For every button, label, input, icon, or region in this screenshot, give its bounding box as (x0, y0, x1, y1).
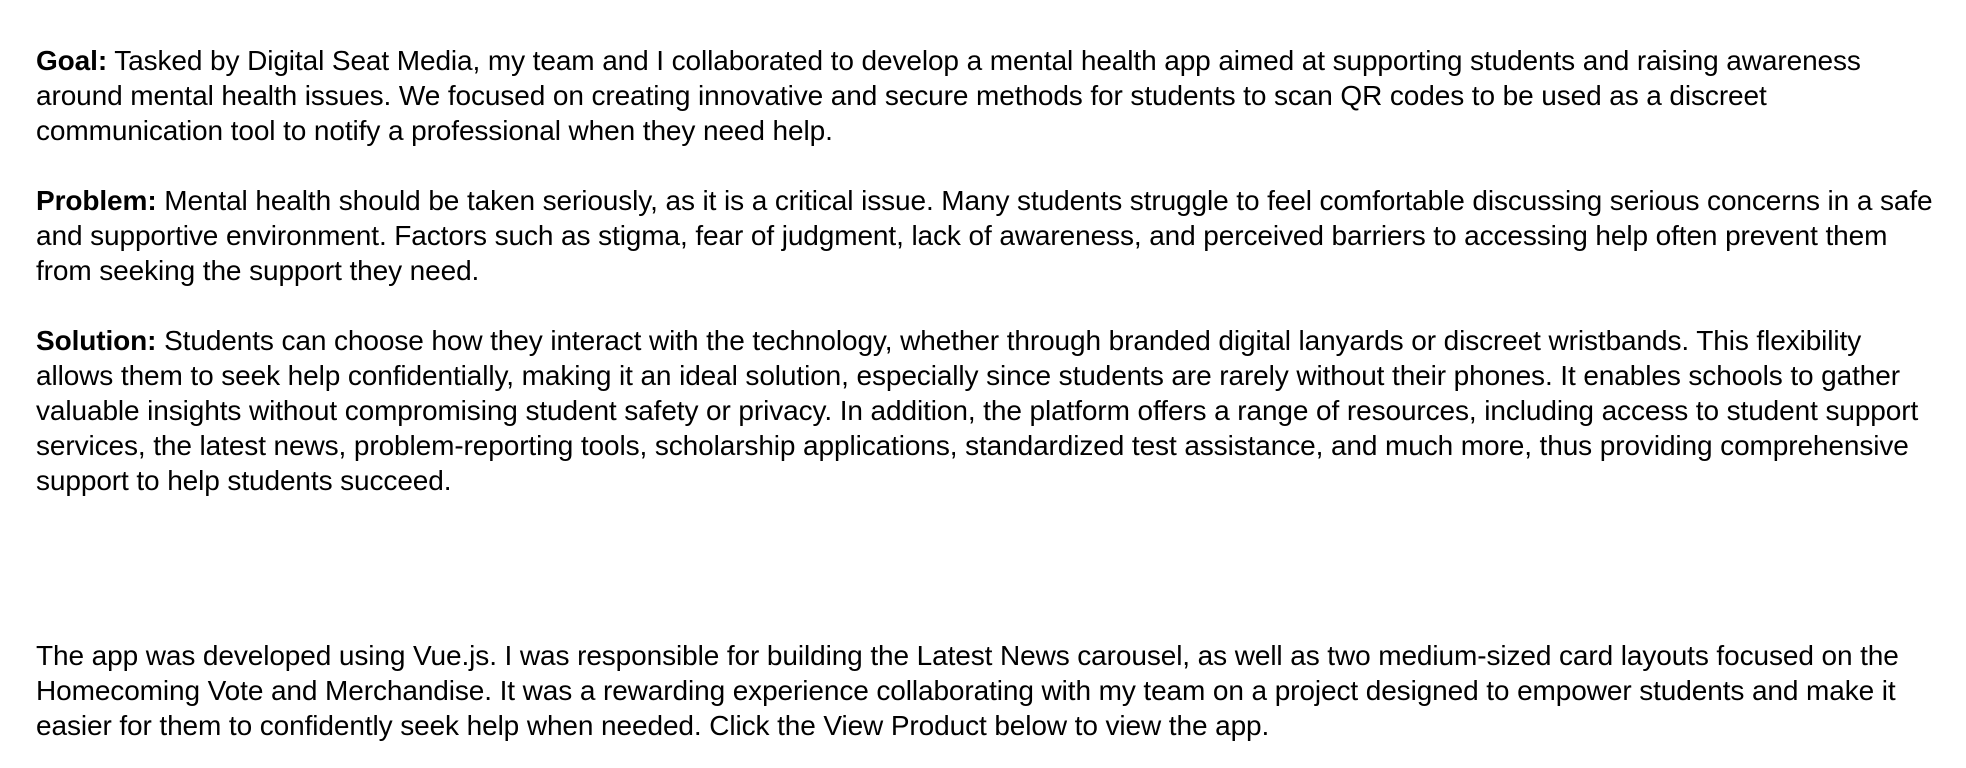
problem-paragraph (36, 183, 1936, 288)
closing-paragraph: The app was developed using Vue.js. I was responsible for building the Latest News carousel, as well as two medium-sized card layouts focused on the Homecoming Vote and Merchandise. It was a rewarding experience collaborating with my team on a project designed to empower students and make it easier for them to confidently seek help when needed. Click the View Product below to view the app. (36, 640, 1899, 741)
project-description (36, 43, 1936, 743)
solution-text: Students can choose how they interact with the technology, whether through branded digital lanyards or discreet wristbands. This flexibility allows them to seek help confidentially, making it an ideal solution, especially since students are rarely without their phones. It enables schools to gather valuable insights without compromising student safety or privacy. In addition, the platform offers a range of resources, including access to student support services, the latest news, problem-reporting tools, scholarship applications, standardized test assistance, and much more, thus providing comprehensive support to help students succeed. (36, 325, 1919, 496)
solution-label: Solution: (36, 325, 157, 356)
problem-text: Mental health should be taken seriously, as it is a critical issue. Many students struggle to feel comfortable discussing serious concerns in a safe and supportive environment. Factors such as stigma, fear of judgment, lack of awareness, and perceived barriers to accessing help often prevent them from seeking the support they need. (36, 185, 1933, 286)
goal-label: Goal: (36, 45, 108, 76)
problem-label: Problem: (36, 185, 157, 216)
solution-paragraph (36, 323, 1936, 498)
goal-paragraph (36, 43, 1936, 148)
goal-text: Tasked by Digital Seat Media, my team and I collaborated to develop a mental health app aimed at supporting students and raising awareness around mental health issues. We focused on creating innovative and secure methods for students to scan QR codes to be used as a discreet communication tool to notify a professional when they need help. (36, 45, 1861, 146)
